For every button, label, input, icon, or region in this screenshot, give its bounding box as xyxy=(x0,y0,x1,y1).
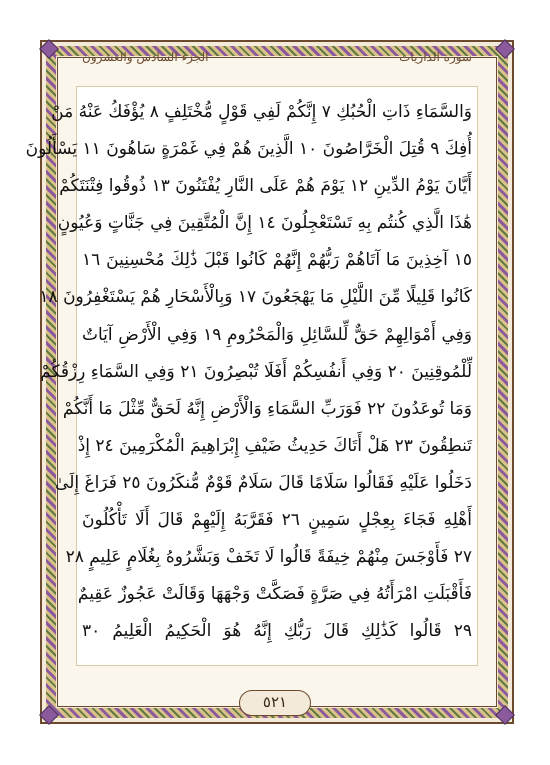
text-line: لِّلْمُوقِنِينَ ٢٠ وَفِي أَنفُسِكُمْ أَفَلَا تُبْصِرُونَ ٢١ وَفِي السَّمَاءِ رِزْقُكُمْ xyxy=(40,361,472,382)
text-line: دَخَلُوا عَلَيْهِ فَقَالُوا سَلَامًا قَالَ سَلَامٌ قَوْمٌ مُّنكَرُونَ ٢٥ فَرَاغَ إِلَىٰ xyxy=(55,472,472,493)
text-line: أُفِكَ ٩ قُتِلَ الْخَرَّاصُونَ ١٠ الَّذِينَ هُمْ فِي غَمْرَةٍ سَاهُونَ ١١ يَسْأَلُونَ xyxy=(25,139,472,160)
verse-lines xyxy=(25,94,472,650)
text-line: ٢٩ قَالُوا كَذَٰلِكِ قَالَ رَبُّكِ إِنَّهُ هُوَ الْحَكِيمُ الْعَلِيمُ ٣٠ xyxy=(82,621,472,642)
text-line: كَانُوا قَلِيلًا مِّنَ اللَّيْلِ مَا يَهْجَعُونَ ١٧ وَبِالْأَسْحَارِ هُمْ يَسْتَغْفِرُونَ ١٨ xyxy=(39,287,472,308)
text-line: وَمَا تُوعَدُونَ ٢٢ فَوَرَبِّ السَّمَاءِ وَالْأَرْضِ إِنَّهُ لَحَقٌّ مِّثْلَ مَا أَنَّكُمْ xyxy=(62,398,472,419)
text-line: أَيَّانَ يَوْمُ الدِّينِ ١٢ يَوْمَ هُمْ عَلَى النَّارِ يُفْتَنُونَ ١٣ ذُوقُوا فِتْنَتَكُمْ xyxy=(59,176,472,197)
text-line: هَٰذَا الَّذِي كُنتُم بِهِ تَسْتَعْجِلُونَ ١٤ إِنَّ الْمُتَّقِينَ فِي جَنَّاتٍ وَعُيُونٍ xyxy=(57,213,472,234)
text-line: ٢٧ فَأَوْجَسَ مِنْهُمْ خِيفَةً قَالُوا لَا تَخَفْ وَبَشَّرُوهُ بِغُلَامٍ عَلِيمٍ ٢٨ xyxy=(65,547,472,568)
juz-name: الجزء السادس والعشرون xyxy=(82,50,209,64)
text-line: وَفِي أَمْوَالِهِمْ حَقٌّ لِّلسَّائِلِ وَالْمَحْرُومِ ١٩ وَفِي الْأَرْضِ آيَاتٌ xyxy=(82,324,472,345)
text-line: وَالسَّمَاءِ ذَاتِ الْحُبُكِ ٧ إِنَّكُمْ لَفِي قَوْلٍ مُّخْتَلِفٍ ٨ يُؤْفَكُ عَنْهُ مَنْ xyxy=(51,102,472,122)
sura-name: سورة الذاريات xyxy=(399,50,472,64)
text-line: فَأَقْبَلَتِ امْرَأَتُهُ فِي صَرَّةٍ فَصَكَّتْ وَجْهَهَا وَقَالَتْ عَجُوزٌ عَقِيمٌ xyxy=(77,584,472,605)
page-number: ٥٢١ xyxy=(239,690,311,716)
text-line: تَنطِقُونَ ٢٣ هَلْ أَتَاكَ حَدِيثُ ضَيْفِ إِبْرَاهِيمَ الْمُكْرَمِينَ ٢٤ إِذْ xyxy=(77,435,472,456)
page-header xyxy=(62,48,492,68)
text-line: أَهْلِهِ فَجَاءَ بِعِجْلٍ سَمِينٍ ٢٦ فَقَرَّبَهُ إِلَيْهِمْ قَالَ أَلَا تَأْكُلُونَ xyxy=(82,510,472,531)
text-line: ١٥ آخِذِينَ مَا آتَاهُمْ رَبُّهُمْ إِنَّهُمْ كَانُوا قَبْلَ ذَٰلِكَ مُحْسِنِينَ ١٦ xyxy=(82,250,472,271)
